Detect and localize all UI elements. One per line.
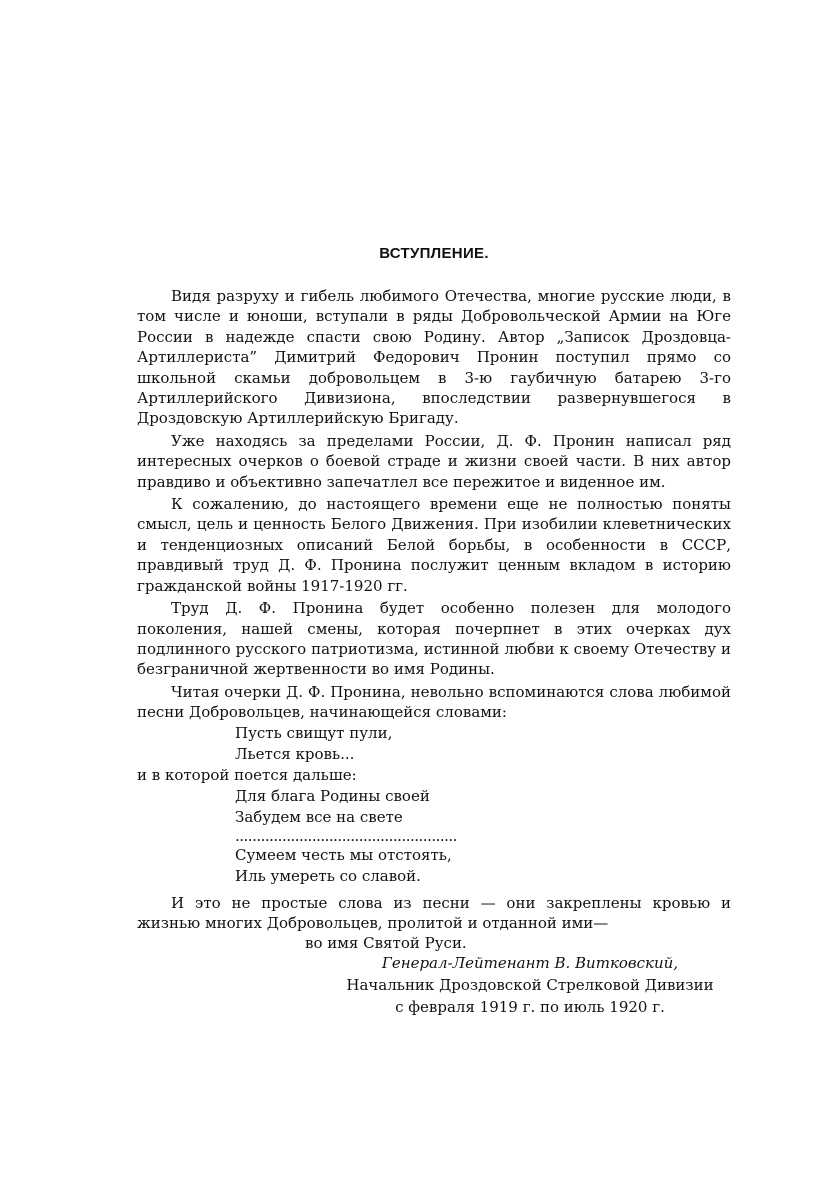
song-line: Иль умереть со славой. (235, 866, 421, 885)
song-line: Пусть свищут пули, (235, 723, 393, 742)
paragraph-4: Труд Д. Ф. Пронина будет особенно полезен для молодого поколения, нашей смены, которая почерпнет в этих очерках дух подлинного русского патриотизма, истинной любви к своему Отечеству и безграничной жертвенности во имя Родины. (137, 599, 731, 679)
song-connector: и в которой поется дальше: (137, 765, 357, 784)
song-line: Забудем все на свете (235, 807, 403, 826)
paragraph-2: Уже находясь за пределами России, Д. Ф. Пронин написал ряд интересных очерков о боевой страде и жизни своей части. В них автор правдиво и объективно запечатлел все пережитое и виденное им. (137, 431, 731, 491)
signature-period: с февраля 1919 г. по июль 1920 г. (395, 998, 665, 1016)
page-title: ВСТУПЛЕНИЕ. (379, 245, 489, 262)
song-line: Для блага Родины своей (235, 786, 430, 805)
signature-block (320, 952, 740, 1018)
closing-end-line: во имя Святой Руси. (305, 934, 467, 953)
paragraph-1: Видя разруху и гибель любимого Отечества, многие русские люди, в том числе и юноши, вступали в ряды Добровольческой Армии на Юге России в надежде спасти свою Родину. Автор „Записок Дроздовца-Артиллериста” Димитрий Федорович Пронин поступил прямо со школьной скамьи добровольцем в 3-ю гаубичную батарею 3-го Артиллерийского Дивизиона, впоследствии развернувшегося в Дроздовскую Артиллерийскую Бригаду. (137, 287, 731, 428)
song-quote (137, 723, 731, 887)
paragraph-5: Читая очерки Д. Ф. Пронина, невольно вспоминаются слова любимой песни Добровольцев, начинающейся словами: (137, 682, 731, 722)
song-ellipsis: .................................................... (235, 826, 457, 845)
introduction-text (137, 286, 731, 954)
paragraph-3: К сожалению, до настоящего времени еще не полностью поняты смысл, цель и ценность Белого Движения. При изобилии клеветнических и тенденциозных описаний Белой борьбы, в особенности в СССР, правдивый труд Д. Ф. Пронина послужит ценным вкладом в историю гражданской войны 1917-1920 гг. (137, 495, 731, 595)
song-line: Сумеем честь мы отстоять, (235, 845, 452, 864)
closing-paragraph: И это не простые слова из песни — они закреплены кровью и жизнью многих Добровольцев, пролитой и отданной ими— (137, 893, 731, 932)
signature-rank: Генерал-Лейтенант В. Витковский, (381, 954, 679, 972)
signature-position: Начальник Дроздовской Стрелковой Дивизии (346, 976, 714, 994)
song-line: Льется кровь... (235, 744, 355, 763)
